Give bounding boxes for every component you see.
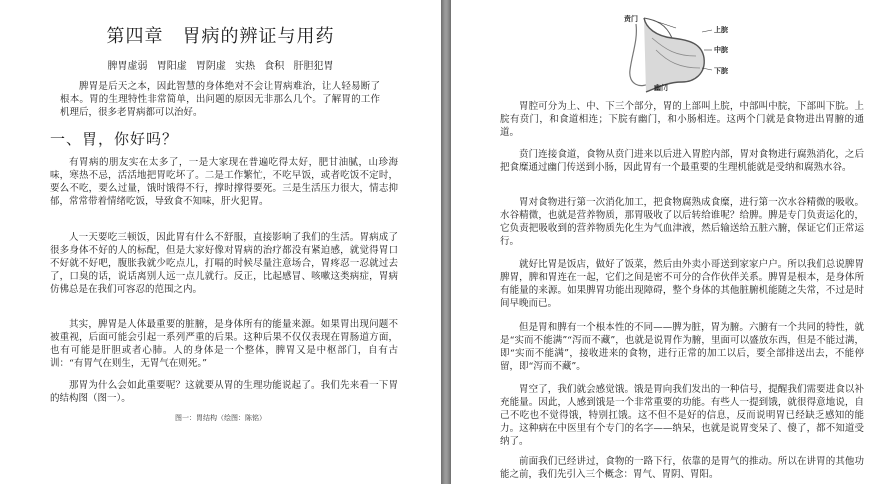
label-cardia: 贲门 xyxy=(624,15,638,23)
body-paragraph: 前面我们已经讲过，食物的一路下行，依靠的是胃气的推动。所以在讲胃的其他功能之前，我们先引入三个概念：胃气、胃阴、胃阳。 xyxy=(500,456,864,480)
body-paragraph: 胃对食物进行第一次消化加工，把食物腐熟成食糜，进行第一次水谷精微的吸收。水谷精微，也就是营养物质，那胃吸收了以后转给谁呢？给脾。脾是专门负责运化的，它负责把吸收到的营养物质先化生为气血津液，然后输送给五脏六腑，保证它们正常运行。 xyxy=(500,197,864,247)
topic-item: 实热 xyxy=(235,61,256,72)
body-paragraph: 就好比胃是饭店，做好了饭菜，然后由外卖小哥送到家家户户。所以我们总说脾胃脾胃，脾和胃连在一起，它们之间是密不可分的合作伙伴关系。脾胃是根本，是身体所有能量的来源。如果脾胃功能出现障碍，整个身体的其他脏腑机能随之失常，不过是时间早晚而已。 xyxy=(500,259,864,309)
body-paragraph: 有胃病的朋友实在太多了，一是大家现在普遍吃得太好，肥甘油腻，山珍海味，寒热不忌，活活地把胃吃坏了。二是工作繁忙，不吃早饭，或者吃饭不定时，要么不吃，要么过量，饿时饿得不行，撑时撑得要死。三是生活压力很大，情志抑郁，常常带着情绪吃饭，导致食不知味，肝火犯胃。 xyxy=(50,157,398,207)
label-pylorus: 幽门 xyxy=(654,84,668,92)
intro-paragraph: 脾胃是后天之本，因此智慧的身体绝对不会让胃病难治，让人轻易断了根本。胃的生理特性非常简单，出问题的原因无非那么几个。了解胃的工作机理后，很多老胃病都可以治好。 xyxy=(60,81,380,118)
topic-item: 食积 xyxy=(264,61,285,72)
figure-caption: 图一：胃结构（绘图：陈铭） xyxy=(175,414,266,422)
topic-item: 肝胆犯胃 xyxy=(293,61,334,72)
label-middle-stomach: 中脘 xyxy=(714,46,728,54)
body-paragraph: 贲门连接食道，食物从贲门进来以后进入胃腔内部，胃对食物进行腐熟消化，之后把食糜通过幽门传送到小肠，因此胃有一个最重要的生理机能就是受纳和腐熟水谷。 xyxy=(500,149,864,173)
chapter-title: 第四章 胃病的辨证与用药 xyxy=(106,26,335,47)
topic-item: 胃阳虚 xyxy=(156,61,187,72)
chapter-topics xyxy=(0,57,441,72)
body-paragraph: 胃空了，我们就会感觉饿。饿是胃向我们发出的一种信号，提醒我们需要进食以补充能量。因此，人感到饿是一个非常重要的功能。有些人一提到饿，就很得意地说，自己不吃也不觉得饿，特别扛饿。这不但不是好的信息，反而说明胃已经缺乏感知的能力。这种病在中医里有个专门的名字——纳呆，也就是说胃变呆了、傻了，都不知道受纳了。 xyxy=(500,384,864,447)
right-page xyxy=(451,0,894,484)
label-lower-stomach: 下脘 xyxy=(714,67,728,75)
stomach-diagram xyxy=(616,10,736,94)
section-heading: 一、胃，你好吗？ xyxy=(50,130,179,148)
body-paragraph: 但是胃和脾有一个根本性的不同——脾为脏，胃为腑。六腑有一个共同的特性，就是“实而不能满”“泻而不藏”，也就是说胃作为腑，里面可以盛放东西，但是不能过满，即“实而不能满”，接收进来的食物，进行正常的加工以后，要全部排送出去，不能停留，即“泻而不藏”。 xyxy=(500,322,864,372)
label-upper-stomach: 上脘 xyxy=(714,26,728,34)
book-spine xyxy=(441,0,451,484)
body-paragraph: 其实，脾胃是人体最重要的脏腑，是身体所有的能量来源。如果胃出现问题不被重视，后面可能会引起一系列严重的后果。这种后果不仅仅表现在胃肠道方面，也有可能是肝胆或者心肺。人的身体是一个整体，脾胃又是中枢部门，自有古训：“有胃气在则生，无胃气在则死。” xyxy=(50,319,398,369)
body-paragraph: 人一天要吃三顿饭，因此胃有什么不舒服，直接影响了我们的生活。胃病成了很多身体不好的人的标配，但是大家好像对胃病的治疗都没有紧迫感，就觉得胃口不好就不好吧，腹胀我就少吃点儿，打嗝的时候尽量注意场合，胃疼忍一忍就过去了，口臭的话，说话离别人远一点儿就行。反正，比起感冒、咳嗽这类病症，胃病仿佛总是在我们可容忍的范围之内。 xyxy=(50,232,398,295)
body-paragraph: 胃腔可分为上、中、下三个部分，胃的上部叫上脘，中部叫中脘，下部叫下脘。上脘有贲门，和食道相连；下脘有幽门，和小肠相连。这两个门就是食物进出胃腑的通道。 xyxy=(500,101,864,138)
body-paragraph: 那胃为什么会如此重要呢？这就要从胃的生理功能说起了。我们先来看一下胃的结构图（图一）。 xyxy=(50,380,398,404)
left-page xyxy=(0,0,441,484)
topic-item: 脾胃虚弱 xyxy=(107,61,148,72)
topic-item: 胃阴虚 xyxy=(195,61,226,72)
